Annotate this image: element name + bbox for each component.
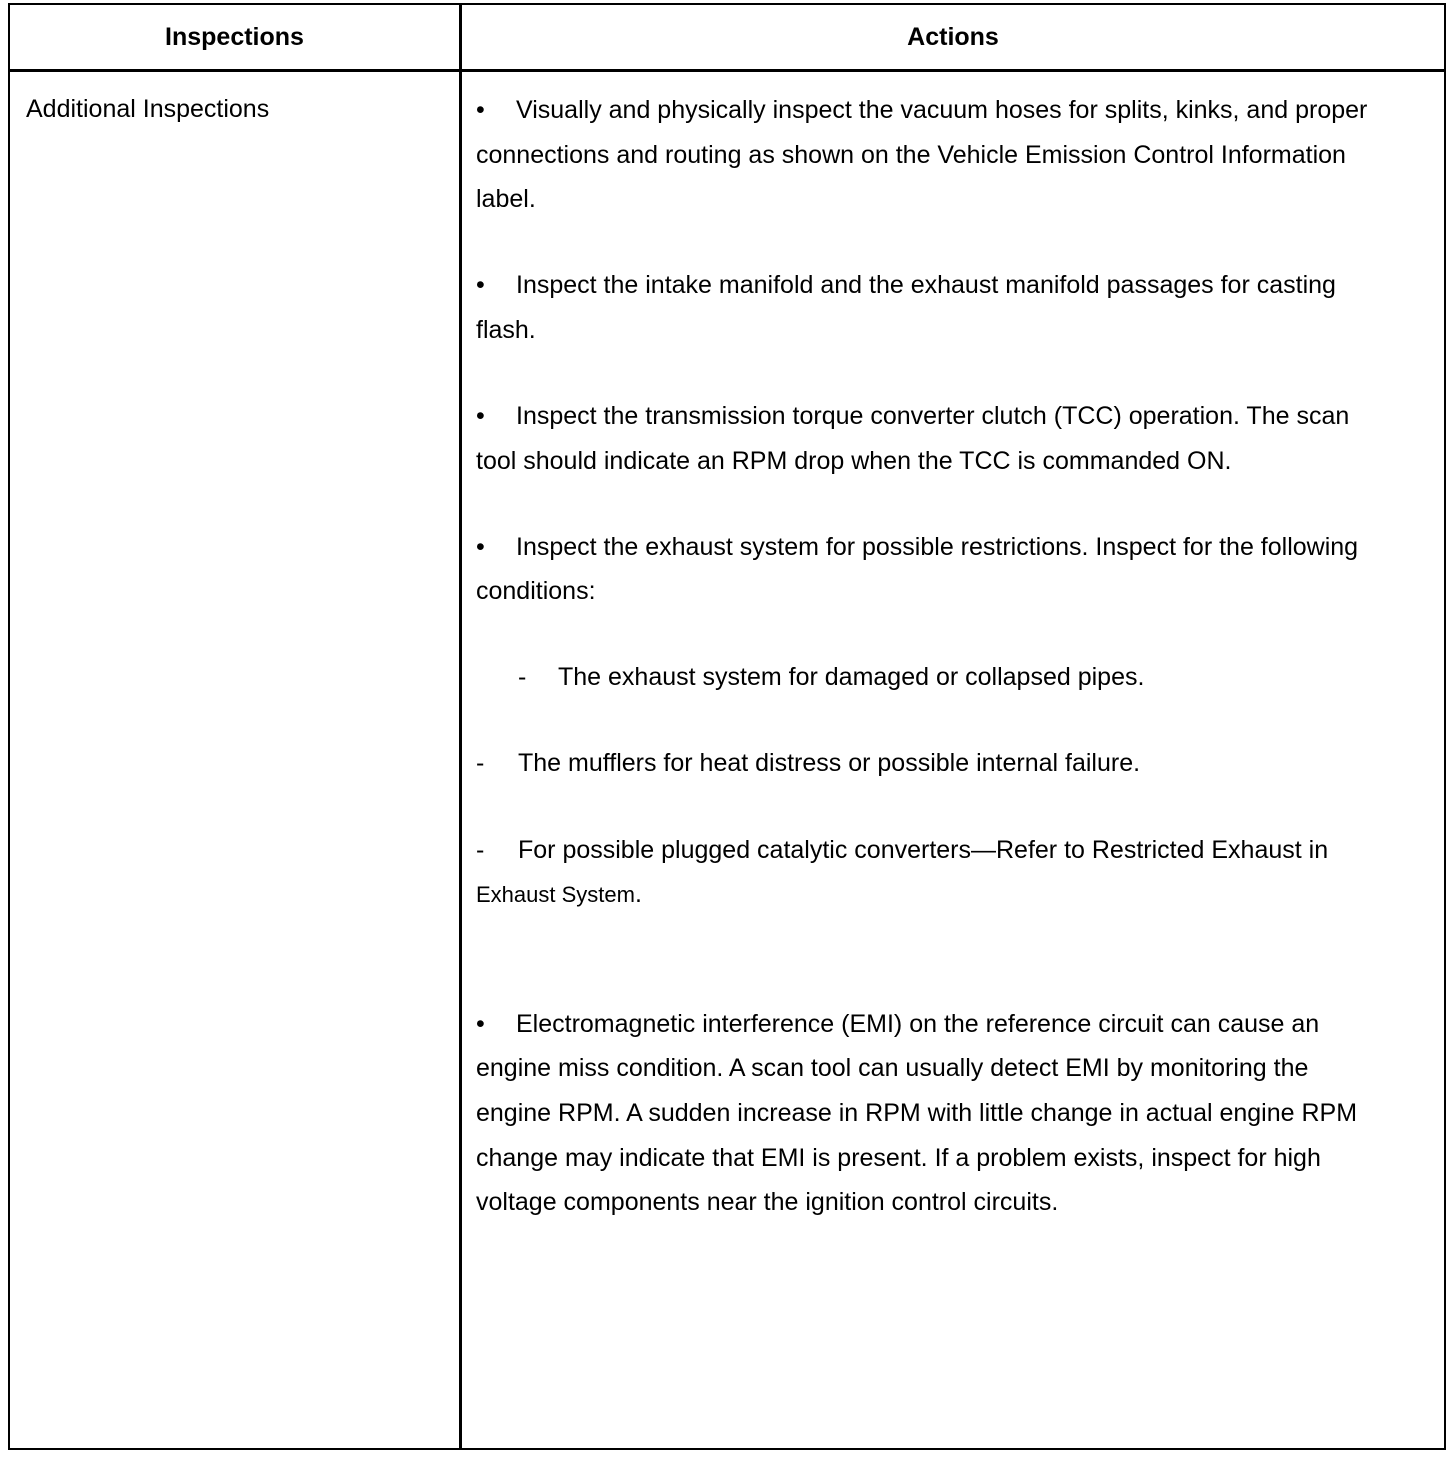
action-item	[476, 263, 1376, 352]
dash-marker: -	[476, 835, 485, 864]
sub-item-end: .	[634, 880, 642, 909]
sub-item-text: For possible plugged catalytic converters—Refer to Restricted Exhaust in	[518, 835, 1329, 864]
action-text: Inspect the intake manifold and the exhaust manifold passages for casting flash.	[476, 271, 1336, 344]
header-inspections: Inspections	[165, 22, 304, 51]
header-actions: Actions	[907, 22, 999, 51]
bullet-marker: •	[476, 532, 485, 561]
action-text: Electromagnetic interference (EMI) on the reference circuit can cause an engine miss condition. A scan tool can usually detect EMI by monitoring the engine RPM. A sudden increase in RPM with little change in actual engine RPM change may indicate that EMI is present. If a problem exists, inspect for high voltage components near the ignition control circuits.	[476, 1009, 1358, 1217]
action-item	[476, 394, 1376, 483]
sub-item	[476, 655, 1376, 700]
inspection-table	[8, 3, 1446, 1450]
exhaust-system-reference[interactable]: Exhaust System	[476, 882, 635, 908]
bullet-marker: •	[476, 96, 485, 124]
bullet-marker: •	[476, 1009, 485, 1038]
sub-item-text: The exhaust system for damaged or collapsed pipes.	[558, 663, 1145, 692]
action-item	[476, 1002, 1376, 1225]
bullet-marker: •	[476, 401, 485, 430]
sub-item-text: The mufflers for heat distress or possible internal failure.	[518, 749, 1141, 778]
bullet-marker: •	[476, 271, 485, 300]
action-text: Inspect the transmission torque converter clutch (TCC) operation. The scan tool should indicate an RPM drop when the TCC is commanded ON.	[476, 401, 1350, 475]
sub-item	[476, 828, 1376, 918]
action-item	[476, 525, 1376, 614]
inspection-cell: Additional Inspections	[26, 95, 270, 123]
dash-marker: -	[476, 749, 485, 778]
action-item	[476, 88, 1376, 222]
sub-item	[476, 741, 1376, 786]
action-text: Inspect the exhaust system for possible restrictions. Inspect for the following conditions:	[476, 532, 1359, 606]
header-divider	[10, 69, 1444, 72]
dash-marker: -	[518, 663, 527, 692]
action-text: Visually and physically inspect the vacuum hoses for splits, kinks, and proper connections and routing as shown on the Vehicle Emission Control Information label.	[476, 96, 1368, 214]
actions-cell	[476, 88, 1376, 1225]
column-divider	[459, 5, 462, 1448]
